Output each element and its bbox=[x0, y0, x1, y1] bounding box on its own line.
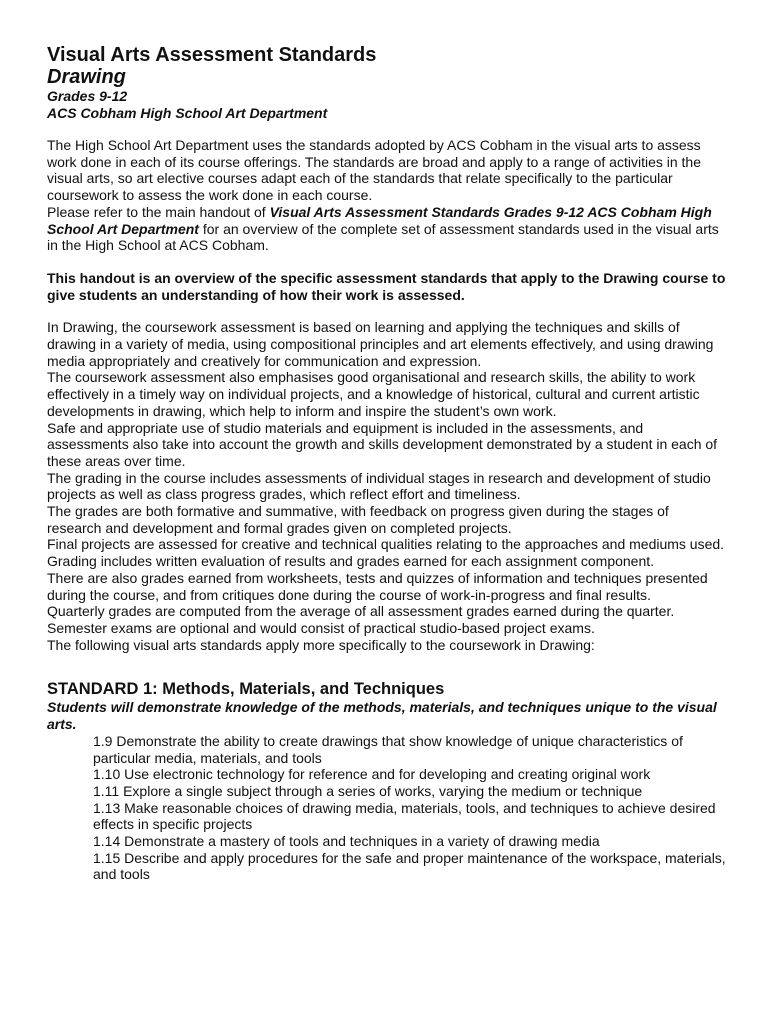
intro-paragraph-1: The High School Art Department uses the standards adopted by ACS Cobham in the visual arts to assess work done in each of its course offerings. The standards are broad and apply to a range of activities in the visual arts, so art elective courses adapt each of the standards that relate specifically to the particular coursework to assess the work done in each course. bbox=[47, 137, 701, 204]
standard-1-items bbox=[93, 733, 727, 883]
intro-paragraph-2 bbox=[47, 204, 727, 254]
body-paragraph: The grading in the course includes assessments of individual stages in research and development of studio projects as well as class progress grades, which reflect effort and timeliness. bbox=[47, 469, 711, 503]
overview-statement: This handout is an overview of the specific assessment standards that apply to the Drawing course to give students an understanding of how their work is assessed. bbox=[47, 269, 726, 303]
handout-reference: Visual Arts Assessment Standards Grades 9-12 ACS Cobham High School Art Department bbox=[47, 203, 712, 237]
body-paragraph: The coursework assessment also emphasises good organisational and research skills, the ability to work effectively in a timely way on individual projects, and a knowledge of historical, cultural and current artistic developments in drawing, which help to inform and inspire the student’s own work. bbox=[47, 369, 700, 419]
standard-1-description: Students will demonstrate knowledge of the methods, materials, and techniques unique to the visual arts. bbox=[47, 699, 717, 733]
standard-item: 1.14 Demonstrate a mastery of tools and techniques in a variety of drawing media bbox=[93, 833, 600, 850]
standard-item: 1.11 Explore a single subject through a series of works, varying the medium or technique bbox=[93, 782, 643, 799]
document-page bbox=[47, 44, 727, 883]
standard-1-title: STANDARD 1: Methods, Materials, and Techniques bbox=[47, 680, 445, 699]
standard-item: 1.15 Describe and apply procedures for the safe and proper maintenance of the workspace, materials, and tools bbox=[93, 849, 726, 883]
document-subtitle: Drawing bbox=[47, 66, 126, 88]
grades-label: Grades 9-12 bbox=[47, 88, 128, 104]
body-paragraph: In Drawing, the coursework assessment is based on learning and applying the techniques and skills of drawing in a variety of media, using compositional principles and art elements effectively, and using drawing media appropriately and creatively for communication and expression. bbox=[47, 319, 714, 369]
body-paragraph: The grades are both formative and summative, with feedback on progress given during the stages of research and development and formal grades given on completed projects. bbox=[47, 503, 669, 536]
standard-item: 1.9 Demonstrate the ability to create drawings that show knowledge of unique characteristics of particular media, materials, and tools bbox=[93, 732, 683, 766]
standard-item: 1.10 Use electronic technology for reference and for developing and creating original work bbox=[93, 766, 651, 783]
body-paragraph: Quarterly grades are computed from the average of all assessment grades earned during the quarter. bbox=[47, 603, 675, 620]
intro-section bbox=[47, 137, 727, 254]
body-section bbox=[47, 319, 727, 653]
intro-p2-before: Please refer to the main handout of bbox=[47, 203, 270, 220]
department-label: ACS Cobham High School Art Department bbox=[47, 104, 328, 121]
standard-item: 1.13 Make reasonable choices of drawing media, materials, tools, and techniques to achieve desired effects in specific projects bbox=[93, 799, 716, 833]
body-paragraph: There are also grades earned from worksheets, tests and quizzes of information and techniques presented during the course, and from critiques done during the course of work-in-progress and final results. bbox=[47, 569, 708, 603]
document-title: Visual Arts Assessment Standards bbox=[47, 44, 377, 66]
body-paragraph: Final projects are assessed for creative and technical qualities relating to the approaches and mediums used. Grading includes written evaluation of results and grades earned for each assignment component. bbox=[47, 536, 725, 570]
body-paragraph: Semester exams are optional and would consist of practical studio-based project exams. bbox=[47, 619, 595, 636]
intro-p2-after: for an overview of the complete set of assessment standards used in the visual arts in the High School at ACS Cobham. bbox=[47, 220, 719, 254]
body-paragraph: The following visual arts standards apply more specifically to the coursework in Drawing: bbox=[47, 636, 595, 653]
body-paragraph: Safe and appropriate use of studio materials and equipment is included in the assessments, and assessments also take into account the growth and skills development demonstrated by a student in each of these areas over time. bbox=[47, 419, 718, 469]
